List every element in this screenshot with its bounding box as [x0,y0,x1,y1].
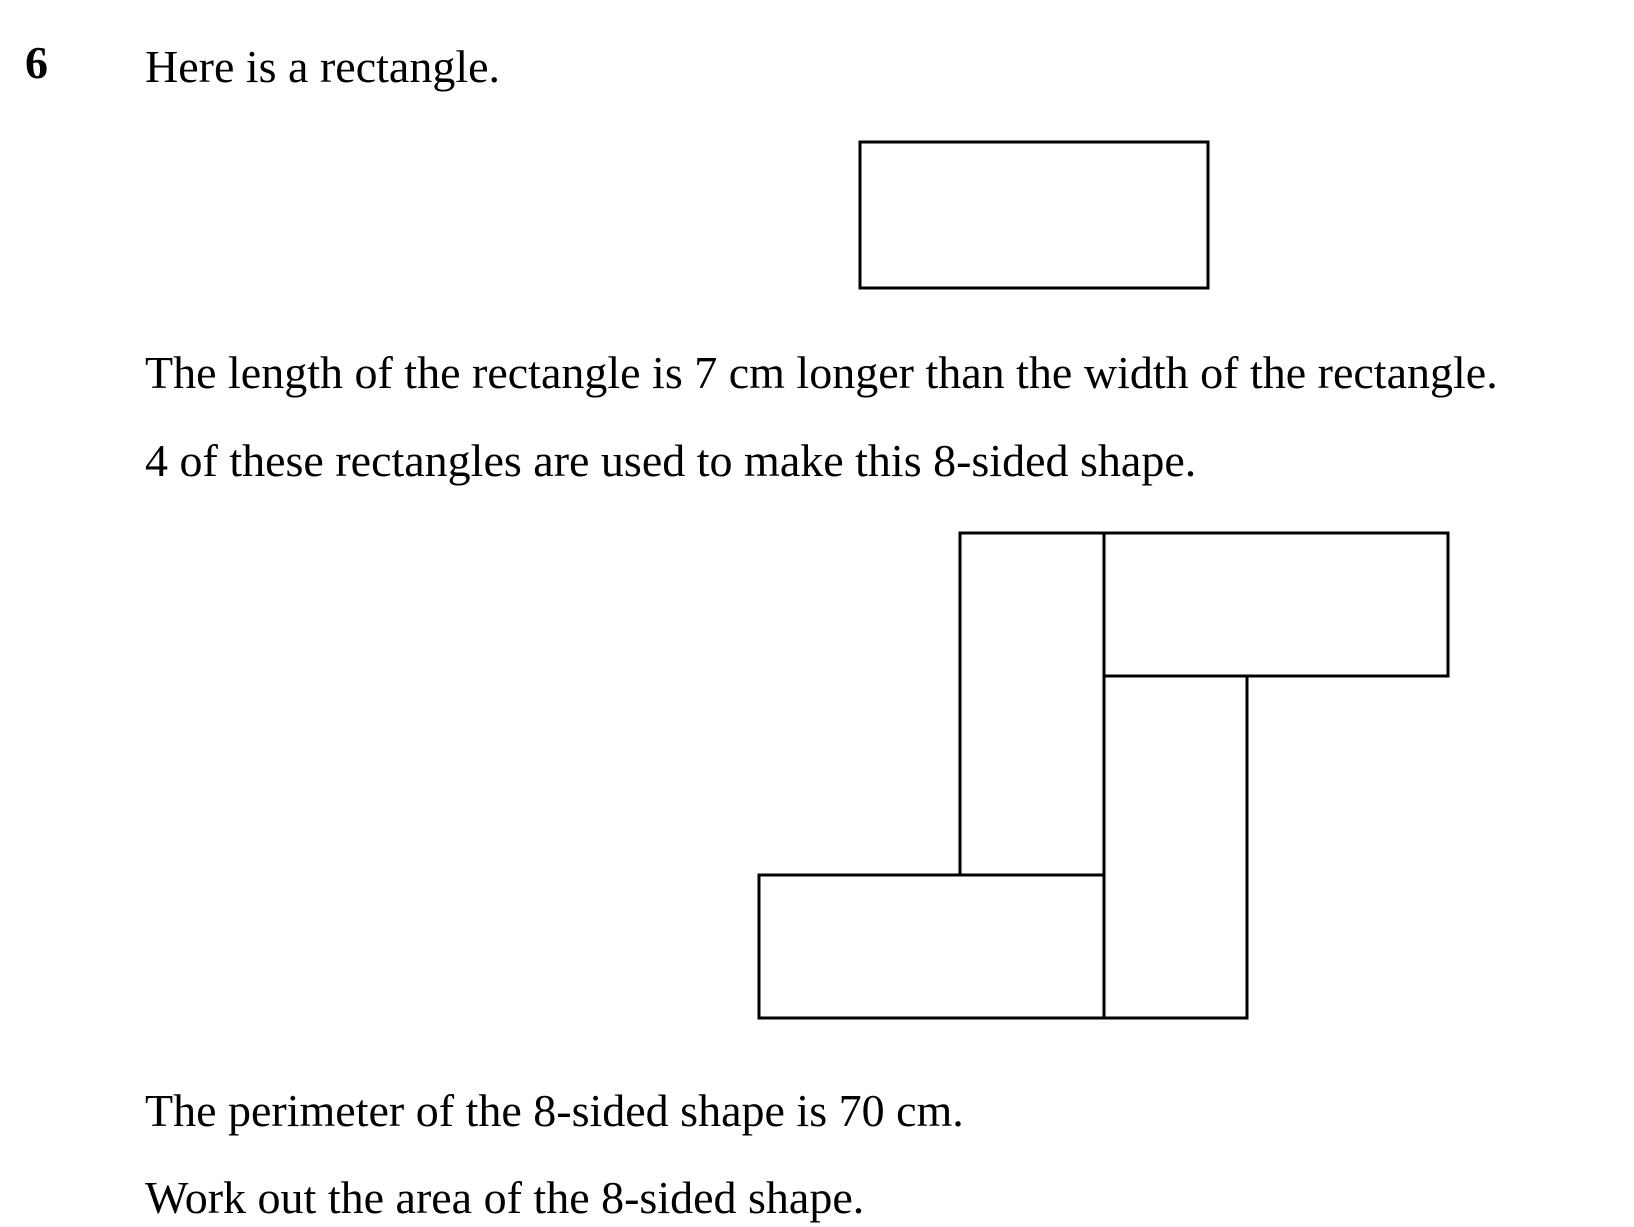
horizontal-rectangle-bottom [759,875,1104,1018]
shape-statement: 4 of these rectangles are used to make this 8-sided shape. [145,435,1197,486]
task-statement: Work out the area of the 8-sided shape. [145,1172,865,1223]
vertical-rectangle-right [1104,676,1247,1018]
question-number: 6 [25,37,48,88]
length-statement: The length of the rectangle is 7 cm longer than the width of the rectangle. [145,347,1498,398]
horizontal-rectangle-top [1104,533,1448,676]
vertical-rectangle-left [960,533,1104,875]
perimeter-statement: The perimeter of the 8-sided shape is 70 cm. [145,1085,964,1136]
question-intro: Here is a rectangle. [145,41,501,92]
